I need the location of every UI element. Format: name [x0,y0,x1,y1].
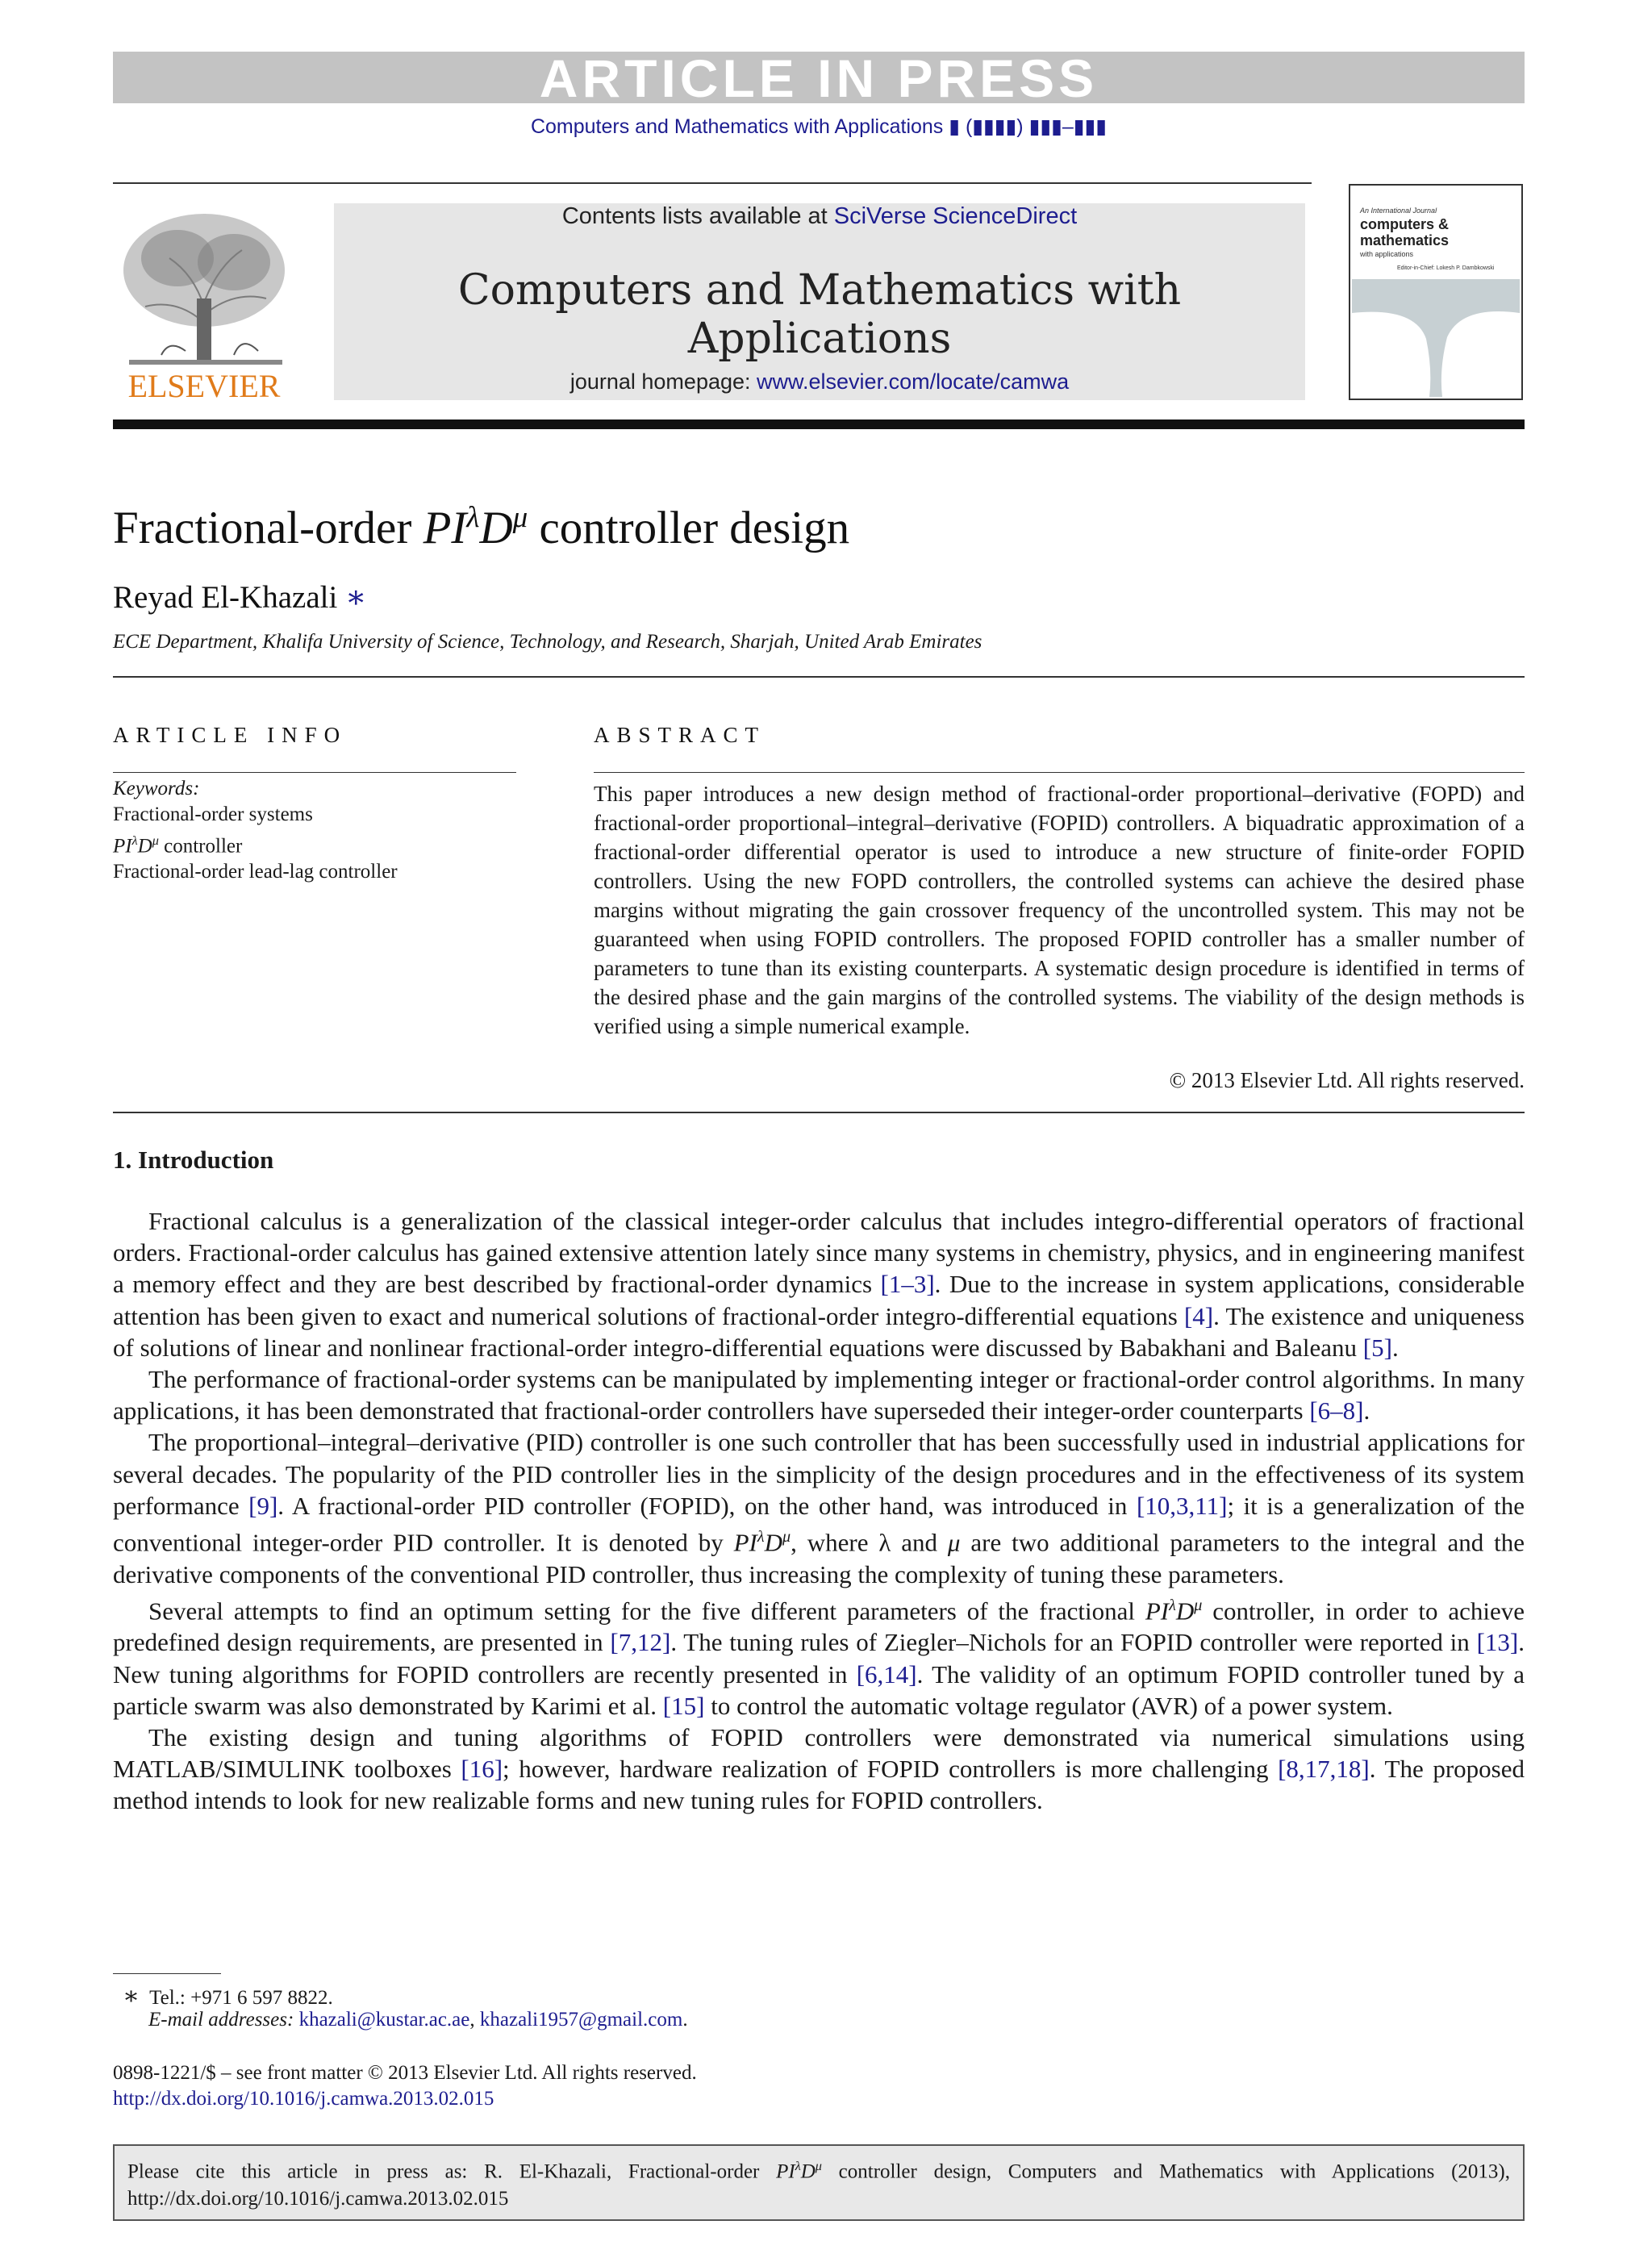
homepage-prefix: journal homepage: [569,369,757,394]
abstract-rule [594,772,1525,773]
text-run: The existing design and tuning algorithms of FOPID controllers were demonstrated via numerical simulations using MATLAB/SIMULINK toolboxes [113,1722,1525,1784]
intro-paragraph-3 [113,1426,1525,1589]
rule-after-abstract [113,1112,1525,1113]
text-run: controller, in order to achieve predefined design requirements, are presented in [113,1597,1525,1657]
cite-prefix: Please cite this article in press as: R. El-Khazali, Fractional-order [127,2160,777,2183]
text-run: . A fractional-order PID controller (FOPID), on the other hand, was introduced in [277,1491,1137,1520]
math-d: D [1175,1597,1195,1626]
text-run: are two additional parameters to the integral and the derivative components of the conventional PID controller, thus increasing the complexity of tuning these parameters. [113,1528,1525,1588]
citation-link[interactable]: [10,3,11] [1136,1491,1228,1520]
cover-text-3: mathematics [1360,232,1450,248]
title-suffix: controller design [528,503,850,553]
citation-link[interactable]: [1–3] [880,1270,935,1299]
kw-d: D [137,835,152,858]
sciencedirect-link[interactable]: SciVerse ScienceDirect [833,203,1078,229]
cite-suffix: controller design, Computers and Mathematics with Applications (2013), http://dx.doi.org/10.1016/j.camwa.2013.02.015 [127,2160,1510,2210]
keyword-item: Fractional-order systems [113,804,313,825]
author-footnote-mark[interactable]: ∗ [345,580,367,615]
math-d: D [764,1528,782,1557]
header-rule-top [113,182,1312,184]
cite-pi: PI [776,2160,795,2183]
footnote-tel-text: Tel.: +971 6 597 8822. [149,1987,333,2009]
math-mu: μ [782,1528,791,1546]
cover-text-1: An International Journal [1360,207,1437,215]
kw-pi: PI [113,835,132,858]
homepage-line [334,369,1305,394]
math-lambda: λ [878,1528,891,1557]
article-info-rule [113,772,516,773]
contents-line [334,203,1305,230]
text-run: to control the automatic voltage regulator (AVR) of a power system. [704,1691,1393,1720]
title-prefix: Fractional-order [113,503,423,553]
text-run: . The existence and uniqueness of solutions of linear and nonlinear fractional-order integro-differential equations were discussed by Babakhani and Baleanu [113,1301,1525,1362]
keywords-label: Keywords: [113,778,200,799]
abstract-copyright: © 2013 Elsevier Ltd. All rights reserved. [1169,1068,1525,1092]
email-separator: , [469,2009,480,2031]
citation-link[interactable]: [6,14] [856,1659,917,1688]
author-text: Reyad El-Khazali [113,580,338,615]
cover-text-2: computers & [1360,216,1450,232]
text-run: ; however, hardware realization of FOPID controllers is more challenging [503,1755,1279,1784]
homepage-link[interactable]: www.elsevier.com/locate/camwa [757,369,1070,394]
cite-d: D [800,2160,816,2183]
citation-link[interactable]: [16] [461,1755,503,1784]
text-run: . The validity of an optimum FOPID controller tuned by a particle swarm was also demonstrated by Karimi et al. [113,1659,1525,1720]
math-pi: PI [1145,1597,1170,1626]
issn-line: 0898-1221/$ – see front matter © 2013 Elsevier Ltd. All rights reserved. [113,2062,697,2084]
intro-paragraph-5 [113,1722,1525,1817]
article-info-heading: ARTICLE INFO [113,723,348,747]
title-pi: PI [423,503,467,553]
text-run: ; it is a generalization of the conventional integer-order PID controller. It is denoted by [113,1491,1525,1557]
text-run: Several attempts to find an optimum setting for the five different parameters of the fractional [148,1597,1145,1626]
text-run: . The proposed method intends to look for new realizable forms and new tuning rules for FOPID controllers. [113,1755,1525,1815]
journal-title: Computers and Mathematics with Applications [457,266,1182,363]
cover-text-4: with applications [1360,250,1414,258]
keywords-block [113,776,565,885]
cover-text-5: Editor-in-Chief: Lokesh P. Dambkowski [1397,265,1495,271]
introduction-body [113,1205,1525,1817]
citation-link[interactable]: [15] [662,1691,705,1720]
text-run: , where [791,1528,879,1557]
intro-paragraph-1 [113,1205,1525,1363]
text-run: . New tuning algorithms for FOPID controllers are recently presented in [113,1628,1525,1688]
title-mu: μ [512,501,528,534]
article-in-press-banner: ARTICLE IN PRESS [113,52,1525,103]
doi-link[interactable]: http://dx.doi.org/10.1016/j.camwa.2013.02.015 [113,2088,494,2110]
math-mu: μ [1194,1596,1203,1614]
citation-link[interactable]: [5] [1362,1333,1392,1362]
kw-suffix: controller [158,835,243,858]
header-rule-bottom [113,419,1525,429]
elsevier-logo-text: ELSEVIER [127,368,281,403]
text-run: . [1391,1333,1399,1362]
title-d: D [479,503,513,553]
footnote-telephone [123,1981,333,2010]
paper-title [113,500,849,554]
math-lambda: λ [757,1528,765,1546]
cite-mu: μ [815,2159,822,2173]
rule-after-affiliation [113,676,1525,678]
text-run: . [1363,1396,1370,1425]
journal-cover-thumbnail[interactable] [1349,184,1523,400]
intro-paragraph-2 [113,1363,1525,1426]
citation-link[interactable]: [8,17,18] [1278,1755,1370,1784]
email-link-2[interactable]: khazali1957@gmail.com [479,2009,683,2031]
footnote-email [148,2009,688,2031]
citation-link[interactable]: [6–8] [1309,1396,1364,1425]
citation-link[interactable]: [7,12] [610,1628,671,1657]
email-link-1[interactable]: khazali@kustar.ac.ae [298,2009,470,2031]
text-run: The proportional–integral–derivative (PID) controller is one such controller that has been successfully used in industrial applications for several decades. The popularity of the PID controller lies in the simplicity of the design procedures and in the effectiveness of its system performance [113,1428,1525,1520]
citation-link[interactable]: [9] [248,1491,278,1520]
keyword-item: Fractional-order lead-lag controller [113,861,398,883]
citation-link[interactable]: [13] [1476,1628,1519,1657]
contents-prefix: Contents lists available at [561,203,834,229]
email-end: . [682,2009,688,2031]
kw-mu: μ [152,833,159,848]
text-run: Fractional calculus is a generalization of the classical integer-order calculus that includes integro-differential operators of fractional orders. Fractional-order calculus has gained extensive attention lately since many systems in chemistry, physics, and in engineering manifest a memory effect and they are best described by fractional-order dynamics [113,1207,1525,1299]
title-lambda: λ [466,501,480,534]
email-label: E-mail addresses: [148,2009,294,2031]
author-affiliation: ECE Department, Khalifa University of Science, Technology, and Research, Sharjah, United Arab Emirates [113,631,982,653]
footnote-rule [113,1973,221,1974]
text-run: The performance of fractional-order systems can be manipulated by implementing integer or fractional-order control algorithms. In many applications, it has been demonstrated that fractional-order controllers have superseded their integer-order counterparts [113,1365,1525,1425]
math-lambda: λ [1169,1596,1176,1614]
math-mu: μ [947,1528,961,1557]
intro-paragraph-4 [113,1590,1525,1722]
math-pi: PI [733,1528,757,1557]
journal-reference[interactable]: Computers and Mathematics with Applications ▮ (▮▮▮▮) ▮▮▮–▮▮▮ [530,115,1108,138]
section-heading-introduction: 1. Introduction [113,1146,274,1174]
author-name [113,579,367,616]
text-run: and [891,1528,948,1557]
citation-link[interactable]: [4] [1183,1301,1214,1330]
kw-lambda: λ [131,833,138,848]
citation-box [113,2144,1525,2221]
abstract-text: This paper introduces a new design method of fractional-order proportional–derivative (FOPD) and fractional-order proportional–integral–derivative (FOPID) controllers. A biquadratic approximation of a fractional-order differential operator is used to introduce a new structure of finite-order FOPID controllers. Using the new FOPD controllers, the controlled systems can achieve the desired phase margins without migrating the gain crossover frequency of the uncontrolled system. This may not be guaranteed when using FOPID controllers. The proposed FOPID controller has a smaller number of parameters to tune than its existing counterparts. A systematic design procedure is identified in terms of the desired phase and the gain margins of the controlled systems. The viability of the design methods is verified using a simple numerical example. [594,782,1525,1038]
abstract-heading: ABSTRACT [594,723,766,747]
keyword-item [113,828,565,859]
text-run: . The tuning rules of Ziegler–Nichols for an FOPID controller were reported in [670,1628,1477,1657]
text-run: . Due to the increase in system applications, considerable attention has been given to exact and numerical solutions of fractional-order integro-differential equations [113,1270,1525,1330]
elsevier-logo[interactable] [113,202,295,403]
cite-lambda: λ [795,2159,801,2173]
footnote-star: ∗ [123,1981,140,2010]
